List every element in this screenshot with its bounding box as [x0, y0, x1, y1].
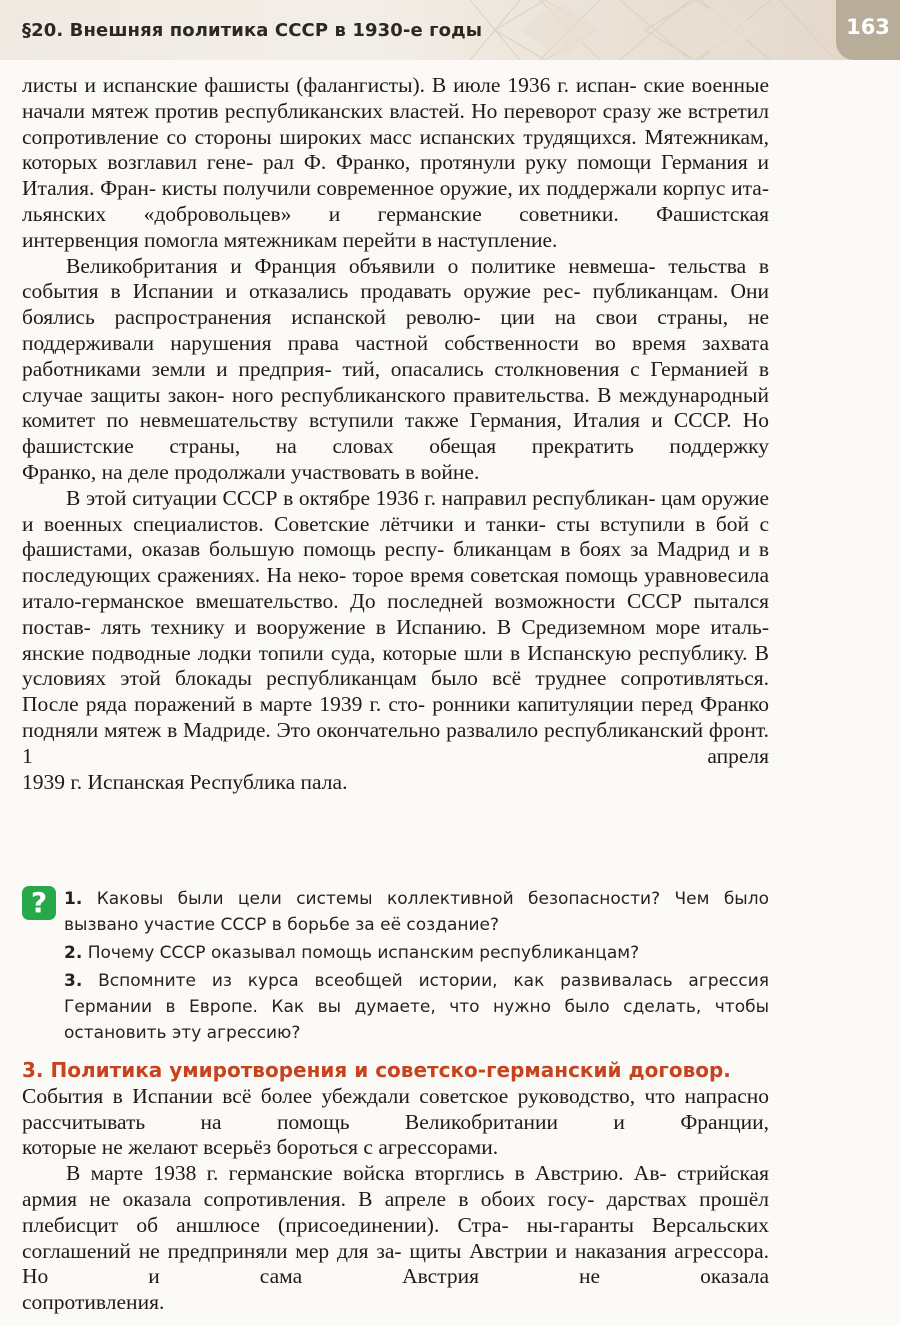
text-line: интервенция помогла мятежникам перейти в наступление. — [22, 227, 558, 252]
text-line: стрийская армия не оказала сопротивления. В апреле в обоих госу- — [22, 1161, 769, 1211]
question-2 — [64, 940, 769, 966]
section-3 — [22, 1058, 769, 1316]
text-line: янские подводные лодки топили суда, которые шли в Испанскую — [22, 640, 632, 665]
text-line: Франко, на деле продолжали участвовать в войне. — [22, 459, 480, 484]
text-line: Великобритания и Франция объявили о политике невмеша- — [66, 253, 656, 278]
text-line: щиты Австрии и наказания агрессора. Но и сама Австрия не оказала — [22, 1238, 769, 1289]
text-line: тельства в события в Испании и отказались продавать оружие рес- — [22, 253, 769, 304]
text-line: масс испанских трудящихся. Мятежникам, которых возглавил гене- — [22, 124, 769, 175]
text-line: остановить эту агрессию? — [64, 1023, 301, 1043]
paragraph — [22, 1161, 769, 1290]
page-number-badge — [836, 0, 900, 60]
text-line: листы и испанские фашисты (фалангисты). В июле 1936 г. испан- — [22, 73, 637, 97]
text-line: сопротивления. — [22, 1290, 165, 1315]
review-questions — [22, 882, 769, 1042]
paragraph-end — [22, 228, 769, 254]
question-3 — [64, 968, 769, 994]
text-line: лять технику и вооружение в Испанию. В Средиземном море италь- — [101, 614, 769, 639]
question-number: 3. — [64, 971, 83, 991]
text-line: 1939 г. Испанская Республика пала. — [22, 769, 348, 794]
text-line: рал Ф. Франко, протянули руку помощи Германия и Италия. Фран- — [22, 150, 769, 201]
text-line: собственности во время захвата работниками земли и предприя- — [22, 330, 770, 381]
paragraph-end — [22, 460, 769, 486]
text-line: В марте 1938 г. германские войска вторглись в Австрию. Ав- — [66, 1161, 667, 1186]
question-number: 2. — [64, 943, 83, 963]
text-line: Вспомните из курса всеобщей истории, как развивалась агрессия — [98, 971, 769, 991]
text-line: сты вступили в бой с фашистами, оказав большую помощь респу- — [22, 511, 770, 562]
text-line: ного республиканского правительства. В международный комитет — [22, 382, 769, 433]
question-1 — [64, 886, 769, 912]
section-title: §20. Внешняя политика СССР в 1930-е годы — [22, 20, 483, 41]
text-line: События в Испании всё более убеждали советское руководство, что — [22, 1083, 676, 1108]
text-line: труднее сопротивляться. После ряда поражений в марте 1939 г. сто- — [22, 666, 770, 717]
text-line: кисты получили современное оружие, их поддержали корпус ита- — [161, 176, 769, 201]
text-line: вмешательство. До последней возможности СССР пытался постав- — [22, 588, 769, 639]
text-line: вызвано участие СССР в борьбе за её создание? — [64, 915, 500, 935]
text-line: бликанцам в боях за Мадрид и в последующих сражениях. На неко- — [22, 537, 769, 588]
text-line: Германии в Европе. Как вы думаете, что нужно было сделать, чтобы — [64, 997, 769, 1017]
paragraph-end — [22, 1135, 769, 1161]
page-header — [0, 0, 900, 60]
text-line: переворот сразу же встретил сопротивление со стороны широких — [22, 98, 769, 149]
paragraph — [22, 254, 769, 460]
paragraph-end — [22, 770, 769, 796]
question-3-cont — [64, 994, 769, 1020]
text-line: Это окончательно развалило республиканский фронт. 1 апреля — [22, 717, 770, 768]
text-line: льянских «добровольцев» и германские советники. Фашистская — [22, 201, 769, 226]
text-line: Каковы были цели системы коллективной безопасности? Чем было — [96, 889, 769, 909]
text-line: которые не желают всерьёз бороться с агрессорами. — [22, 1135, 499, 1160]
paragraph-end — [22, 1290, 769, 1316]
text-line: ны-гаранты Версальских соглашений не предприняли мер для за- — [22, 1212, 770, 1263]
text-line: В этой ситуации СССР в октябре 1936 г. направил республикан- — [66, 485, 656, 510]
question-mark-icon: ? — [22, 886, 56, 920]
text-line: цам оружие и военных специалистов. Советские лётчики и танки- — [22, 485, 770, 536]
paragraph — [22, 1084, 769, 1136]
section-heading: 3. Политика умиротворения и советско-германский договор. — [22, 1058, 731, 1082]
text-line: публиканцам. Они боялись распространения испанской револю- — [22, 279, 769, 330]
text-line: дарствах прошёл плебисцит об аншлюсе (присоединении). Стра- — [22, 1186, 770, 1237]
text-line: ронники капитуляции перед Франко подняли мятеж в Мадриде. — [22, 692, 769, 742]
text-line: торое время советская помощь уравновесила итало-германское — [22, 563, 769, 613]
text-line: ские военные начали мятеж против республиканских властей. Но — [22, 73, 770, 123]
section-heading-line — [22, 1058, 769, 1084]
main-text — [22, 73, 769, 795]
text-line: фашистские страны, на словах обещая прекратить поддержку — [22, 434, 769, 459]
text-line: напрасно рассчитывать на помощь Великобритании и Франции, — [22, 1083, 770, 1134]
text-line: Почему СССР оказывал помощь испанским республиканцам? — [87, 943, 640, 963]
question-number: 1. — [64, 889, 83, 909]
text-line: по невмешательству вступили также Германия, Италия и СССР. Но — [106, 408, 769, 433]
question-1-cont — [64, 912, 769, 938]
text-line: ции на свои страны, не поддерживали нарушения права частной — [22, 305, 769, 355]
text-line: тий, опасались столкновения с Германией в случае защиты закон- — [22, 356, 770, 407]
question-3-end — [64, 1020, 769, 1046]
page-number: 163 — [846, 15, 890, 39]
text-line: республику. В условиях этой блокады республиканцам было всё — [22, 640, 770, 691]
question-list — [64, 886, 769, 1046]
paragraph — [22, 486, 769, 770]
paragraph — [22, 73, 769, 228]
